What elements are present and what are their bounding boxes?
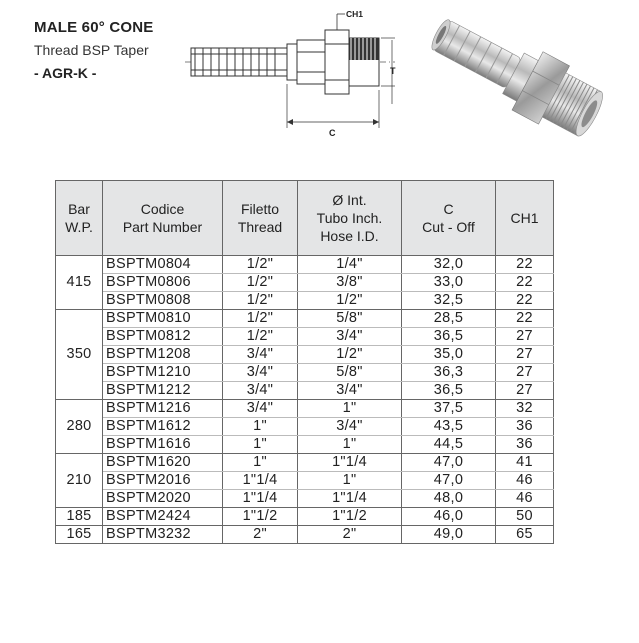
table-row	[56, 274, 554, 292]
ch1-cell: 22	[496, 256, 554, 274]
header-thread	[223, 181, 298, 256]
table-row	[56, 436, 554, 454]
hose-tail-barbs	[191, 48, 287, 76]
table-row	[56, 382, 554, 400]
bar-wp-cell: 210	[56, 454, 103, 508]
part-number-cell: BSPTM1212	[103, 382, 223, 400]
bar-wp-cell: 165	[56, 526, 103, 544]
thread-cell: 1/2"	[223, 292, 298, 310]
thread-cell: 1"1/4	[223, 472, 298, 490]
hose-id-cell: 1/2"	[298, 292, 402, 310]
header-line: Ø Int.	[332, 192, 367, 208]
header-part-number	[103, 181, 223, 256]
table-row	[56, 346, 554, 364]
ch1-cell: 50	[496, 508, 554, 526]
c-dimension-label: C	[329, 128, 336, 138]
cut-off-cell: 49,0	[402, 526, 496, 544]
hose-id-cell: 5/8"	[298, 310, 402, 328]
part-number-cell: BSPTM3232	[103, 526, 223, 544]
table-row	[56, 472, 554, 490]
cut-off-cell: 32,5	[402, 292, 496, 310]
hose-id-cell: 3/4"	[298, 418, 402, 436]
table-row	[56, 292, 554, 310]
table-row	[56, 454, 554, 472]
part-number-cell: BSPTM1620	[103, 454, 223, 472]
threaded-end	[349, 38, 379, 86]
table-row	[56, 256, 554, 274]
part-number-cell: BSPTM1216	[103, 400, 223, 418]
cut-off-cell: 35,0	[402, 346, 496, 364]
hose-id-cell: 1/4"	[298, 256, 402, 274]
thread-cell: 1"	[223, 454, 298, 472]
header-line: CH1	[510, 210, 539, 226]
cut-off-cell: 47,0	[402, 454, 496, 472]
hex-nut	[325, 30, 349, 94]
header-line: Tubo Inch.	[316, 210, 383, 226]
specification-table	[55, 180, 554, 544]
thread-cell: 3/4"	[223, 382, 298, 400]
ch1-cell: 36	[496, 418, 554, 436]
header-line: Hose I.D.	[320, 228, 379, 244]
product-title: MALE 60° CONE	[34, 19, 154, 36]
ch1-cell: 46	[496, 490, 554, 508]
product-photo	[420, 8, 620, 148]
header-cut-off	[402, 181, 496, 256]
table-row	[56, 328, 554, 346]
hose-id-cell: 2"	[298, 526, 402, 544]
hose-id-cell: 1"	[298, 436, 402, 454]
cut-off-cell: 36,5	[402, 382, 496, 400]
hose-id-cell: 3/8"	[298, 274, 402, 292]
table-row	[56, 490, 554, 508]
part-number-cell: BSPTM0812	[103, 328, 223, 346]
part-number-cell: BSPTM0808	[103, 292, 223, 310]
table-row	[56, 508, 554, 526]
bar-wp-cell: 350	[56, 310, 103, 400]
product-code: - AGR-K -	[34, 65, 97, 81]
thread-cell: 2"	[223, 526, 298, 544]
cut-off-cell: 46,0	[402, 508, 496, 526]
thread-cell: 3/4"	[223, 346, 298, 364]
thread-cell: 1/2"	[223, 256, 298, 274]
table-row	[56, 418, 554, 436]
header-line: Codice	[140, 201, 185, 217]
ch1-cell: 27	[496, 364, 554, 382]
header-line: Bar	[68, 201, 90, 217]
hose-id-cell: 1"1/2	[298, 508, 402, 526]
thread-cell: 1/2"	[223, 328, 298, 346]
table-body	[56, 256, 554, 544]
thread-cell: 1"1/4	[223, 490, 298, 508]
cut-off-cell: 43,5	[402, 418, 496, 436]
header-line: W.P.	[65, 219, 93, 235]
header-line: Part Number	[122, 219, 203, 235]
thread-cell: 3/4"	[223, 364, 298, 382]
hose-id-cell: 1"	[298, 472, 402, 490]
table-header-row	[56, 181, 554, 256]
hose-id-cell: 1/2"	[298, 346, 402, 364]
cut-off-cell: 32,0	[402, 256, 496, 274]
part-number-cell: BSPTM1612	[103, 418, 223, 436]
header-line: C	[443, 201, 454, 217]
product-subtitle: Thread BSP Taper	[34, 42, 149, 58]
cut-off-cell: 28,5	[402, 310, 496, 328]
bar-wp-cell: 280	[56, 400, 103, 454]
technical-drawing	[185, 4, 405, 142]
ch1-label: CH1	[346, 9, 364, 19]
ch1-cell: 65	[496, 526, 554, 544]
part-number-cell: BSPTM1616	[103, 436, 223, 454]
bar-wp-cell: 415	[56, 256, 103, 310]
ch1-cell: 22	[496, 292, 554, 310]
table-row	[56, 310, 554, 328]
hose-id-cell: 1"	[298, 400, 402, 418]
ch1-cell: 27	[496, 346, 554, 364]
ch1-cell: 32	[496, 400, 554, 418]
ch1-cell: 22	[496, 310, 554, 328]
part-number-cell: BSPTM1210	[103, 364, 223, 382]
header-ch1	[496, 181, 554, 256]
hose-id-cell: 3/4"	[298, 328, 402, 346]
cut-off-cell: 36,5	[402, 328, 496, 346]
table-row	[56, 526, 554, 544]
thread-cell: 1"	[223, 436, 298, 454]
header-line: Cut - Off	[422, 219, 475, 235]
part-number-cell: BSPTM0810	[103, 310, 223, 328]
thread-cell: 1/2"	[223, 310, 298, 328]
cut-off-cell: 44,5	[402, 436, 496, 454]
part-number-cell: BSPTM2020	[103, 490, 223, 508]
header-line: Filetto	[240, 201, 280, 217]
ch1-cell: 27	[496, 382, 554, 400]
part-number-cell: BSPTM2016	[103, 472, 223, 490]
thread-cell: 1/2"	[223, 274, 298, 292]
cut-off-cell: 48,0	[402, 490, 496, 508]
fitting-collar	[287, 40, 325, 84]
hose-id-cell: 1"1/4	[298, 490, 402, 508]
thread-cell: 1"1/2	[223, 508, 298, 526]
ch1-cell: 22	[496, 274, 554, 292]
hose-id-cell: 3/4"	[298, 382, 402, 400]
cut-off-cell: 36,3	[402, 364, 496, 382]
part-number-cell: BSPTM0804	[103, 256, 223, 274]
hose-id-cell: 5/8"	[298, 364, 402, 382]
table-row	[56, 364, 554, 382]
header-hose-id	[298, 181, 402, 256]
ch1-cell: 41	[496, 454, 554, 472]
ch1-cell: 46	[496, 472, 554, 490]
header-bar-wp	[56, 181, 103, 256]
part-number-cell: BSPTM1208	[103, 346, 223, 364]
table-row	[56, 400, 554, 418]
part-number-cell: BSPTM0806	[103, 274, 223, 292]
part-number-cell: BSPTM2424	[103, 508, 223, 526]
cut-off-cell: 33,0	[402, 274, 496, 292]
t-dimension-label: T	[390, 66, 396, 76]
ch1-cell: 36	[496, 436, 554, 454]
cut-off-cell: 47,0	[402, 472, 496, 490]
header-line: Thread	[237, 219, 283, 235]
hose-id-cell: 1"1/4	[298, 454, 402, 472]
ch1-cell: 27	[496, 328, 554, 346]
cut-off-cell: 37,5	[402, 400, 496, 418]
thread-cell: 3/4"	[223, 400, 298, 418]
bar-wp-cell: 185	[56, 508, 103, 526]
thread-cell: 1"	[223, 418, 298, 436]
